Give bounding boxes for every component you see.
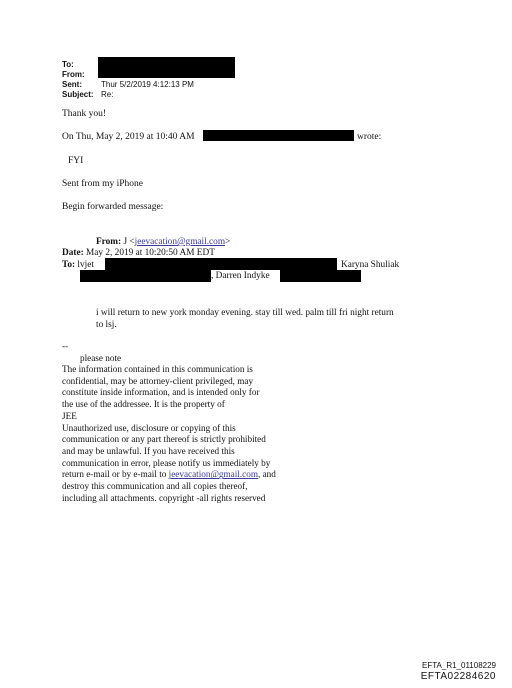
disclaimer-line: destroy this communication and all copies thereof, xyxy=(62,481,248,492)
redaction-bar xyxy=(98,57,235,78)
redaction-bar xyxy=(105,258,337,270)
bates-code-primary: EFTA_R1_01108229 xyxy=(422,661,496,670)
sent-value: Thur 5/2/2019 4:12:13 PM xyxy=(101,80,194,89)
forwarded-message-line2: to lsj. xyxy=(96,320,117,330)
to-label: To: xyxy=(62,60,74,69)
forwarded-to-karyna: Karyna Shuliak xyxy=(341,260,400,270)
forwarded-to-first: lvjet xyxy=(77,260,94,270)
forwarded-from-suffix: > xyxy=(225,237,231,247)
disclaimer-line: confidential, may be attorney-client privileged, may xyxy=(62,375,254,386)
redaction-bar xyxy=(203,130,354,141)
sent-label: Sent: xyxy=(62,80,82,89)
redaction-bar xyxy=(80,270,211,282)
disclaimer-line: constitute inside information, and is intended only for xyxy=(62,387,260,398)
subject-value: Re: xyxy=(101,90,114,99)
thanks-text: Thank you! xyxy=(62,109,107,119)
forwarded-message-line1: i will return to new york monday evening. stay till wed. palm till fri night return xyxy=(96,308,394,318)
wrote-text: wrote: xyxy=(357,132,382,142)
from-label: From: xyxy=(62,70,85,79)
disclaimer-block xyxy=(62,364,276,504)
forwarded-from-prefix: J < xyxy=(123,237,135,247)
forwarded-to-darren: , Darren Indyke xyxy=(211,271,270,281)
disclaimer-line: Unauthorized use, disclosure or copying of this xyxy=(62,422,236,433)
disclaimer-line: the use of the addressee. It is the property of xyxy=(62,399,225,410)
disclaimer-line: communication in error, please notify us immediately by xyxy=(62,457,271,468)
redaction-bar xyxy=(280,270,361,282)
disclaimer-line: and may be unlawful. If you have received this xyxy=(62,445,235,456)
disclaimer-email-suffix: , and xyxy=(257,469,276,480)
disclaimer-line: including all attachments. copyright -all rights reserved xyxy=(62,492,266,503)
disclaimer-email-line xyxy=(62,469,276,481)
forwarded-date-value: May 2, 2019 at 10:20:50 AM EDT xyxy=(86,248,215,258)
sent-from-text: Sent from my iPhone xyxy=(62,179,144,189)
fyi-text: FYI xyxy=(68,156,84,166)
disclaimer-email-link[interactable]: jeevacation@gmail.com xyxy=(168,469,258,480)
disclaimer-line: JEE xyxy=(62,410,77,421)
on-date-text: On Thu, May 2, 2019 at 10:40 AM xyxy=(62,132,195,142)
please-note-text: please note xyxy=(80,353,122,363)
disclaimer-line: The information contained in this communication is xyxy=(62,364,253,374)
bates-code-secondary: EFTA02284620 xyxy=(420,671,496,682)
disclaimer-email-prefix: return e-mail or by e-mail to xyxy=(62,469,169,480)
disclaimer-line: communication or any part thereof is strictly prohibited xyxy=(62,434,266,445)
forwarded-to-label: To: xyxy=(62,260,76,270)
forwarded-from-email-link[interactable]: jeevacation@gmail.com xyxy=(134,237,226,247)
forwarded-from-label: From: xyxy=(96,237,122,247)
begin-forwarded-text: Begin forwarded message: xyxy=(62,202,164,212)
subject-label: Subject: xyxy=(62,90,94,99)
forwarded-date-label: Date: xyxy=(62,248,84,258)
signature-dashes: -- xyxy=(62,341,69,351)
